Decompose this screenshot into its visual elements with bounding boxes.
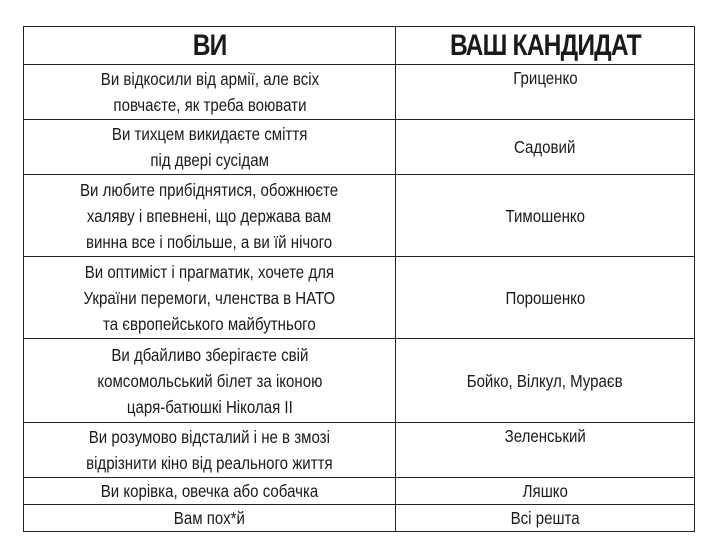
candidate-table bbox=[23, 26, 695, 532]
table-header-row bbox=[24, 27, 695, 65]
candidate-cell: Садовий bbox=[396, 120, 695, 175]
you-cell: Вам пох*й bbox=[24, 505, 396, 532]
candidate-cell: Ляшко bbox=[396, 478, 695, 505]
you-cell: Ви розумово відсталий і не в змозі відрізнити кіно від реального життя bbox=[24, 423, 396, 478]
you-cell: Ви корівка, овечка або собачка bbox=[24, 478, 396, 505]
candidate-cell: Зеленський bbox=[396, 423, 695, 478]
table-row bbox=[24, 423, 695, 478]
table-row bbox=[24, 478, 695, 505]
table-row bbox=[24, 257, 695, 339]
candidate-cell: Порошенко bbox=[396, 257, 695, 339]
you-cell: Ви дбайливо зберігаєте свій комсомольський білет за іконою царя-батюшкі Ніколая ІІ bbox=[24, 339, 396, 423]
table-row bbox=[24, 120, 695, 175]
table-row bbox=[24, 65, 695, 120]
header-you: ВИ bbox=[24, 27, 396, 65]
candidate-cell: Всі решта bbox=[396, 505, 695, 532]
you-cell: Ви оптиміст і прагматик, хочете для України перемоги, членства в НАТО та європейського майбутнього bbox=[24, 257, 396, 339]
you-cell: Ви відкосили від армії, але всіх повчаєте, як треба воювати bbox=[24, 65, 396, 120]
table-row bbox=[24, 339, 695, 423]
table-row bbox=[24, 505, 695, 532]
candidate-cell: Тимошенко bbox=[396, 175, 695, 257]
candidate-cell: Бойко, Вілкул, Мураєв bbox=[396, 339, 695, 423]
you-cell: Ви тихцем викидаєте сміття під двері сусідам bbox=[24, 120, 396, 175]
candidate-cell: Гриценко bbox=[396, 65, 695, 120]
table-row bbox=[24, 175, 695, 257]
you-cell: Ви любите прибіднятися, обожнюєте халяву і впевнені, що держава вам винна все і побільше, а ви їй нічого bbox=[24, 175, 396, 257]
header-candidate: ВАШ КАНДИДАТ bbox=[396, 27, 695, 65]
